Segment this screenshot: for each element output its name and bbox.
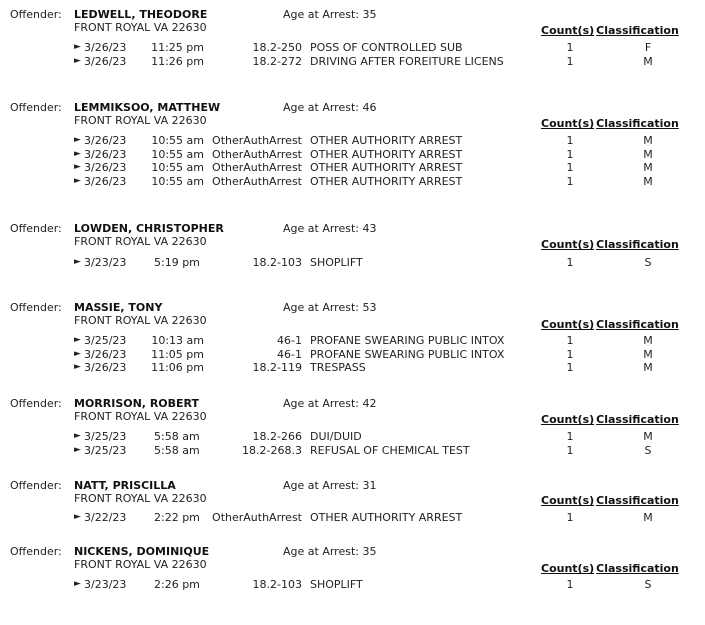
counts-header: Count(s) <box>541 24 595 37</box>
offender-name: MORRISON, ROBERT <box>74 397 200 410</box>
charge-date: 3/23/23 <box>84 256 127 269</box>
charge-description: REFUSAL OF CHEMICAL TEST <box>310 443 470 457</box>
charge-description: PROFANE SWEARING PUBLIC INTOX <box>310 347 505 361</box>
statute-code: 18.2-268.3 <box>242 443 302 457</box>
charge-count: 1 <box>566 361 574 375</box>
row-arrow-icon: ► <box>74 162 81 173</box>
classification-header: Classification <box>596 238 679 251</box>
charge-classification: M <box>643 147 653 161</box>
row-arrow-icon: ► <box>74 148 81 159</box>
counts-header: Count(s) <box>541 117 595 130</box>
charge-date: 3/25/23 <box>84 334 127 347</box>
row-arrow-icon: ► <box>74 176 81 187</box>
offender-name: LEMMIKSOO, MATTHEW <box>74 101 221 114</box>
age-value: 35 <box>362 545 377 558</box>
offender-name: MASSIE, TONY <box>74 301 163 314</box>
counts-header: Count(s) <box>541 318 595 331</box>
row-arrow-icon: ► <box>74 42 81 52</box>
charge-row <box>74 175 694 189</box>
offender-label: Offender: <box>10 397 62 410</box>
charge-row <box>74 444 694 458</box>
charge-classification: S <box>644 256 652 269</box>
charge-row <box>74 578 694 592</box>
counts-header: Count(s) <box>541 562 595 575</box>
age-value: 43 <box>362 222 377 235</box>
classification-header: Classification <box>596 413 679 426</box>
age-value: 42 <box>362 397 377 410</box>
row-arrow-icon: ► <box>74 335 81 345</box>
row-arrow-icon: ► <box>74 579 81 589</box>
charges-header <box>541 562 679 575</box>
charge-count: 1 <box>566 41 574 54</box>
charge-description: TRESPASS <box>310 361 366 375</box>
charge-description: OTHER AUTHORITY ARREST <box>310 175 463 189</box>
age-at-arrest <box>283 545 376 558</box>
charge-time: 11:05 pm <box>151 347 204 361</box>
statute-code: 18.2-119 <box>252 361 302 375</box>
charge-row <box>74 334 694 348</box>
charge-date: 3/25/23 <box>84 430 127 443</box>
charges-header <box>541 413 679 426</box>
statute-code: OtherAuthArrest <box>212 161 302 175</box>
counts-header: Count(s) <box>541 413 595 426</box>
row-arrow-icon: ► <box>74 431 81 441</box>
charge-description: OTHER AUTHORITY ARREST <box>310 147 463 161</box>
statute-code: OtherAuthArrest <box>212 147 302 161</box>
charges-header <box>541 238 679 251</box>
offender-address: FRONT ROYAL VA 22630 <box>74 492 207 505</box>
charge-time: 10:55 am <box>151 175 204 189</box>
charge-count: 1 <box>566 443 574 457</box>
charge-time: 10:55 am <box>151 147 204 161</box>
offender-name: NATT, PRISCILLA <box>74 479 176 492</box>
charge-description: DRIVING AFTER FOREITURE LICENS <box>310 54 504 68</box>
offender-address: FRONT ROYAL VA 22630 <box>74 21 207 34</box>
row-arrow-icon: ► <box>74 444 81 455</box>
age-label: Age at Arrest: <box>283 545 359 558</box>
row-arrow-icon: ► <box>74 257 81 267</box>
charge-time: 11:26 pm <box>151 54 204 68</box>
offender-record <box>0 301 705 381</box>
charge-classification: M <box>643 54 653 68</box>
counts-header: Count(s) <box>541 238 595 251</box>
charge-time: 10:55 am <box>151 134 204 147</box>
charge-date: 3/26/23 <box>84 54 127 68</box>
charge-description: OTHER AUTHORITY ARREST <box>310 134 463 147</box>
offender-label: Offender: <box>10 545 62 558</box>
offender-address: FRONT ROYAL VA 22630 <box>74 114 207 127</box>
statute-code: OtherAuthArrest <box>212 175 302 189</box>
offender-name: LEDWELL, THEODORE <box>74 8 208 21</box>
row-arrow-icon: ► <box>74 55 81 66</box>
statute-code: 46-1 <box>277 334 302 347</box>
statute-code: 18.2-272 <box>252 54 302 68</box>
row-arrow-icon: ► <box>74 135 81 145</box>
charge-time: 5:58 am <box>154 430 200 443</box>
offender-address: FRONT ROYAL VA 22630 <box>74 410 207 423</box>
charge-description: SHOPLIFT <box>310 256 363 269</box>
age-at-arrest <box>283 479 376 492</box>
charge-classification: M <box>643 430 653 443</box>
charge-classification: M <box>643 361 653 375</box>
charge-row <box>74 55 694 69</box>
charge-date: 3/26/23 <box>84 41 127 54</box>
charge-description: DUI/DUID <box>310 430 362 443</box>
charge-date: 3/26/23 <box>84 147 127 161</box>
statute-code: 18.2-250 <box>252 41 302 54</box>
charge-count: 1 <box>566 430 574 443</box>
age-value: 46 <box>362 101 377 114</box>
charge-count: 1 <box>566 256 574 269</box>
charge-description: POSS OF CONTROLLED SUB <box>310 41 463 54</box>
charge-date: 3/22/23 <box>84 511 127 524</box>
offender-record <box>0 8 705 88</box>
age-label: Age at Arrest: <box>283 8 359 21</box>
charge-date: 3/26/23 <box>84 134 127 147</box>
charge-time: 11:06 pm <box>151 361 204 375</box>
charge-row <box>74 511 694 525</box>
charge-time: 11:25 pm <box>151 41 204 54</box>
charge-count: 1 <box>566 347 574 361</box>
age-at-arrest <box>283 301 376 314</box>
charge-date: 3/26/23 <box>84 361 127 375</box>
charge-description: SHOPLIFT <box>310 578 363 591</box>
offender-address: FRONT ROYAL VA 22630 <box>74 558 207 571</box>
charge-row <box>74 361 694 375</box>
counts-header: Count(s) <box>541 494 595 507</box>
classification-header: Classification <box>596 117 679 130</box>
charge-date: 3/23/23 <box>84 578 127 591</box>
statute-code: 18.2-103 <box>252 578 302 591</box>
charge-classification: F <box>644 41 652 54</box>
charge-row <box>74 430 694 444</box>
charge-time: 2:22 pm <box>154 511 200 524</box>
age-label: Age at Arrest: <box>283 397 359 410</box>
charge-description: OTHER AUTHORITY ARREST <box>310 511 463 524</box>
offender-record <box>0 101 705 189</box>
age-label: Age at Arrest: <box>283 222 359 235</box>
charge-count: 1 <box>566 161 574 175</box>
classification-header: Classification <box>596 318 679 331</box>
offender-label: Offender: <box>10 101 62 114</box>
charge-classification: M <box>643 175 653 189</box>
charge-count: 1 <box>566 134 574 147</box>
classification-header: Classification <box>596 494 679 507</box>
charge-count: 1 <box>566 511 574 524</box>
offender-label: Offender: <box>10 301 62 314</box>
charge-row <box>74 161 694 175</box>
age-value: 35 <box>362 8 377 21</box>
age-label: Age at Arrest: <box>283 301 359 314</box>
age-value: 31 <box>362 479 377 492</box>
charge-time: 5:19 pm <box>154 256 200 269</box>
charges-header <box>541 318 679 331</box>
row-arrow-icon: ► <box>74 362 81 373</box>
charge-time: 10:55 am <box>151 161 204 175</box>
offender-label: Offender: <box>10 479 62 492</box>
charge-classification: S <box>644 578 652 591</box>
charge-classification: M <box>643 334 653 347</box>
age-label: Age at Arrest: <box>283 479 359 492</box>
charge-row <box>74 348 694 362</box>
charge-classification: M <box>643 134 653 147</box>
row-arrow-icon: ► <box>74 348 81 359</box>
offender-label: Offender: <box>10 8 62 21</box>
charge-date: 3/25/23 <box>84 443 127 457</box>
age-value: 53 <box>362 301 377 314</box>
classification-header: Classification <box>596 24 679 37</box>
charge-row <box>74 256 694 270</box>
offender-record <box>0 397 705 477</box>
charge-row <box>74 41 694 55</box>
charge-date: 3/26/23 <box>84 175 127 189</box>
charge-row <box>74 148 694 162</box>
age-at-arrest <box>283 222 376 235</box>
charge-time: 2:26 pm <box>154 578 200 591</box>
offender-record <box>0 222 705 302</box>
charge-date: 3/26/23 <box>84 347 127 361</box>
charge-time: 5:58 am <box>154 443 200 457</box>
charge-description: PROFANE SWEARING PUBLIC INTOX <box>310 334 505 347</box>
charge-count: 1 <box>566 147 574 161</box>
charge-classification: S <box>644 443 652 457</box>
charge-date: 3/26/23 <box>84 161 127 175</box>
statute-code: 46-1 <box>277 347 302 361</box>
offender-record <box>0 545 705 625</box>
charge-count: 1 <box>566 54 574 68</box>
offender-address: FRONT ROYAL VA 22630 <box>74 235 207 248</box>
charges-header <box>541 117 679 130</box>
charge-classification: M <box>643 511 653 524</box>
charge-count: 1 <box>566 175 574 189</box>
charge-count: 1 <box>566 334 574 347</box>
age-at-arrest <box>283 101 376 114</box>
charge-classification: M <box>643 347 653 361</box>
charge-count: 1 <box>566 578 574 591</box>
offender-label: Offender: <box>10 222 62 235</box>
charge-time: 10:13 am <box>151 334 204 347</box>
row-arrow-icon: ► <box>74 512 81 522</box>
age-at-arrest <box>283 8 376 21</box>
offender-name: NICKENS, DOMINIQUE <box>74 545 210 558</box>
offender-address: FRONT ROYAL VA 22630 <box>74 314 207 327</box>
statute-code: OtherAuthArrest <box>212 511 302 524</box>
classification-header: Classification <box>596 562 679 575</box>
statute-code: OtherAuthArrest <box>212 134 302 147</box>
age-at-arrest <box>283 397 376 410</box>
charges-header <box>541 24 679 37</box>
charge-classification: M <box>643 161 653 175</box>
charge-row <box>74 134 694 148</box>
charge-description: OTHER AUTHORITY ARREST <box>310 161 463 175</box>
offender-name: LOWDEN, CHRISTOPHER <box>74 222 224 235</box>
charges-header <box>541 494 679 507</box>
age-label: Age at Arrest: <box>283 101 359 114</box>
statute-code: 18.2-103 <box>252 256 302 269</box>
statute-code: 18.2-266 <box>252 430 302 443</box>
